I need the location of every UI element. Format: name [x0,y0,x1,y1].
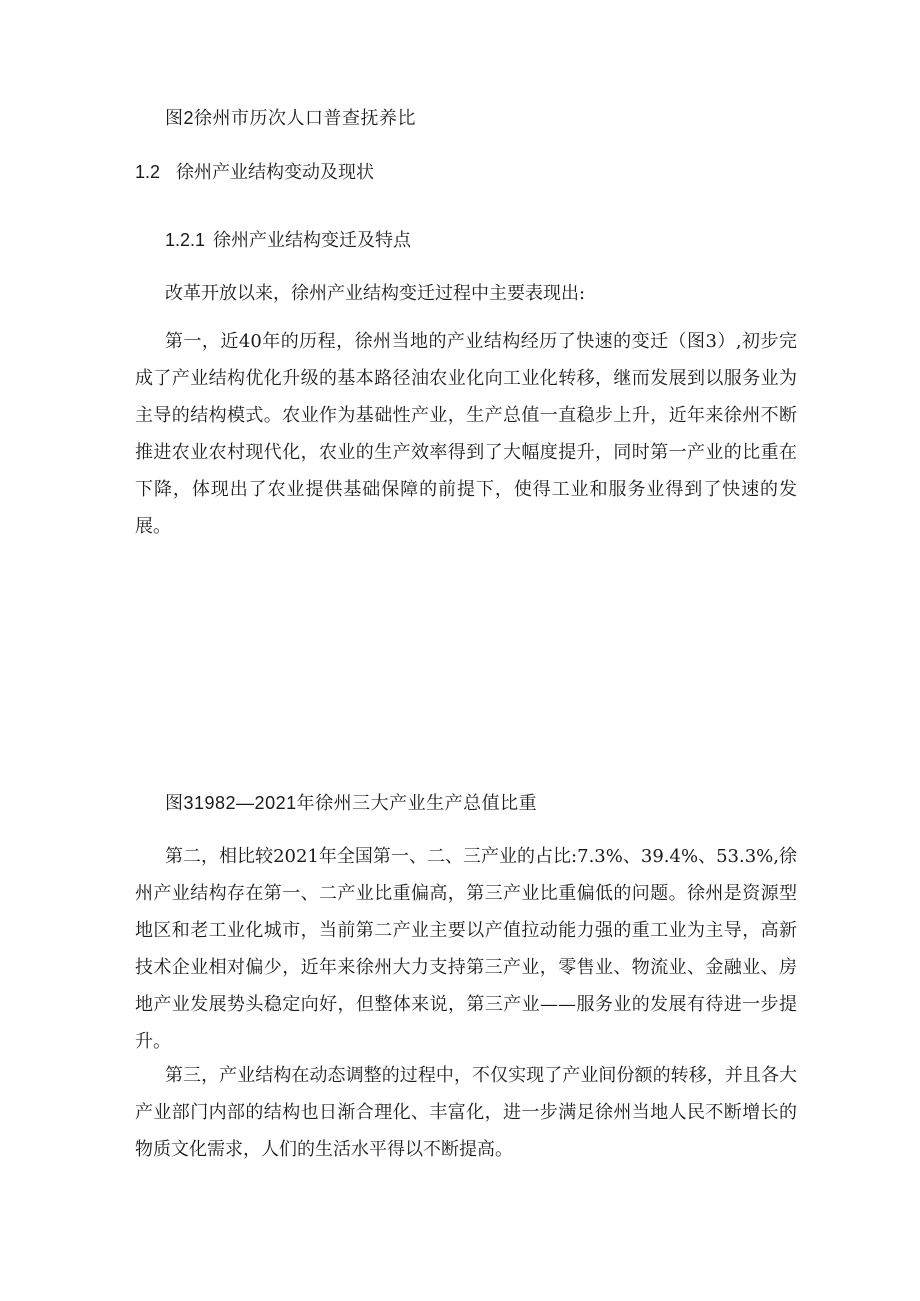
subsection-number: 1.2.1 [165,230,206,250]
paragraph-first-point: 第一，近40年的历程，徐州当地的产业结构经历了快速的变迁（图3）,初步完成了产业结构优化升级的基本路径油农业化向工业化转移，继而发展到以服务业为主导的结构模式。农业作为基础性产业，生产总值一直稳步上升，近年来徐州不断推进农业农村现代化，农业的生产效率得到了大幅度提升，同时第一产业的比重在下降，体现出了农业提供基础保障的前提下，使得工业和服务业得到了快速的发展。 [135,331,797,537]
intro-paragraph: 改革开放以来，徐州产业结构变迁过程中主要表现出: [165,283,586,304]
section-heading-1-2 [135,161,374,184]
section-number: 1.2 [135,162,161,182]
figure-2-caption: 图2徐州市历次人口普查抚养比 [165,108,417,128]
section-title: 徐州产业结构变动及现状 [176,162,375,183]
subsection-title: 徐州产业结构变迁及特点 [213,230,412,251]
section-heading-1-2-1 [165,229,411,252]
figure-3-caption: 图31982—2021年徐州三大产业生产总值比重 [165,793,538,813]
paragraph-third-point: 第三，产业结构在动态调整的过程中，不仅实现了产业间份额的转移，并且各大产业部门内部的结构也日渐合理化、丰富化，进一步满足徐州当地人民不断增长的物质文化需求，人们的生活水平得以不断提高。 [135,1065,797,1160]
paragraph-second-point: 第二，相比较2021年全国第一、二、三产业的占比:7.3%、39.4%、53.3%,徐州产业结构存在第一、二产业比重偏高，第三产业比重偏低的问题。徐州是资源型地区和老工业化城市，当前第二产业主要以产值拉动能力强的重工业为主导，高新技术企业相对偏少，近年来徐州大力支持第三产业，零售业、物流业、金融业、房地产业发展势头稳定向好，但整体来说，第三产业——服务业的发展有待进一步提升。 [135,846,797,1052]
